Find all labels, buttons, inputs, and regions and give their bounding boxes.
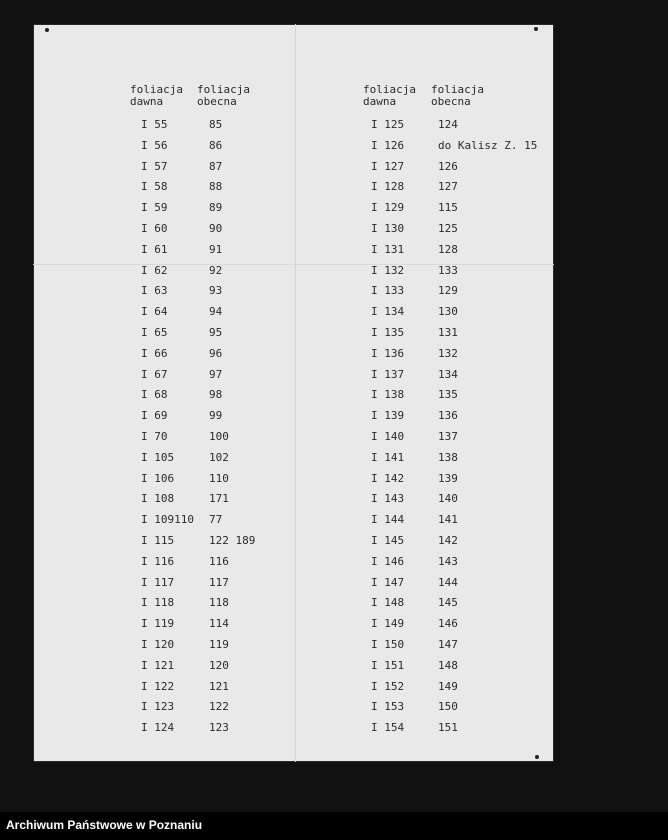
pin-hole: [535, 755, 539, 759]
new-folio: 88: [209, 180, 223, 194]
old-folio: I 129: [371, 201, 405, 215]
old-folio: I 144: [371, 513, 405, 527]
new-folio: 91: [209, 242, 223, 256]
old-folio: I 151: [371, 658, 405, 672]
new-folio: 87: [209, 159, 223, 173]
footer-bar: [0, 812, 668, 840]
new-folio: 99: [209, 409, 223, 423]
header-old-line2: dawna: [363, 95, 397, 108]
new-folio: 134: [438, 367, 458, 381]
new-folio: 126: [438, 159, 458, 173]
new-folio: 132: [438, 346, 458, 360]
new-folio: 129: [438, 284, 458, 298]
new-folio: 121: [209, 679, 229, 693]
new-folio: 120: [209, 658, 229, 672]
old-folio: I 106: [141, 471, 175, 485]
new-folio: 85: [209, 118, 223, 131]
new-folio: 140: [438, 492, 458, 506]
new-folio: 100: [209, 430, 229, 443]
new-folio: 118: [209, 596, 229, 610]
new-folio: 77: [209, 513, 223, 527]
new-folio: 148: [438, 658, 458, 672]
old-folio: I 118: [141, 596, 175, 610]
old-folio: I 108: [141, 492, 175, 506]
old-folio: I 138: [371, 388, 405, 402]
old-folio: I 68: [141, 388, 168, 402]
old-folio: I 125: [371, 118, 405, 131]
header-old-line1: foliacja: [130, 83, 183, 96]
old-folio: I 63: [141, 284, 168, 298]
new-folio: 122: [209, 700, 229, 714]
old-folio: I 143: [371, 492, 405, 506]
header-new-line2: obecna: [431, 95, 471, 108]
new-folio: 115: [438, 201, 458, 215]
new-folio: 95: [209, 326, 223, 339]
new-folio: 151: [438, 721, 458, 735]
old-folio: I 140: [371, 430, 405, 443]
new-folio: 137: [438, 430, 458, 443]
old-folio: I 126: [371, 138, 405, 152]
old-folio: I 124: [141, 721, 175, 735]
new-folio: 147: [438, 638, 458, 651]
old-folio: I 123: [141, 700, 175, 714]
new-folio: 136: [438, 409, 458, 423]
old-folio: I 69: [141, 409, 168, 423]
new-folio: 131: [438, 326, 458, 339]
header-new-line1: foliacja: [431, 83, 484, 96]
horizontal-fold: [33, 264, 554, 265]
old-folio: I 148: [371, 596, 405, 610]
old-folio: I 60: [141, 222, 168, 235]
new-folio: 110: [209, 471, 229, 485]
header-old-line2: dawna: [130, 95, 164, 108]
header-new-line1: foliacja: [197, 83, 250, 96]
new-folio: 149: [438, 679, 458, 693]
old-folio: I 55: [141, 118, 168, 131]
old-folio: I 136: [371, 346, 405, 360]
old-folio: I 134: [371, 305, 405, 319]
document-page: [33, 24, 554, 762]
new-folio: 127: [438, 180, 458, 194]
old-folio: I 133: [371, 284, 405, 298]
old-folio: I 64: [141, 305, 168, 319]
old-folio: I 132: [371, 263, 405, 277]
pin-hole: [45, 28, 49, 32]
old-folio: I 56: [141, 138, 168, 152]
new-folio: 125: [438, 222, 458, 235]
old-folio: I 121: [141, 658, 175, 672]
new-folio: 119: [209, 638, 229, 651]
new-folio: 141: [438, 513, 458, 527]
new-folio: 130: [438, 305, 458, 319]
new-folio: 92: [209, 263, 223, 277]
old-folio: I 58: [141, 180, 168, 194]
archive-name: Archiwum Państwowe w Poznaniu: [6, 818, 203, 832]
old-folio: I 66: [141, 346, 168, 360]
old-folio: I 141: [371, 450, 405, 464]
new-folio: 145: [438, 596, 458, 610]
new-folio: 122 189: [209, 534, 256, 547]
old-folio: I 128: [371, 180, 405, 194]
new-folio: 144: [438, 575, 458, 589]
new-folio: 102: [209, 450, 229, 464]
old-folio: I 139: [371, 409, 405, 423]
new-folio: 124: [438, 118, 458, 131]
new-folio: 138: [438, 450, 458, 464]
new-folio: 135: [438, 388, 458, 402]
old-folio: I 147: [371, 575, 405, 589]
new-folio: 116: [209, 554, 229, 568]
old-folio: I 116: [141, 554, 175, 568]
new-folio: 171: [209, 492, 229, 506]
old-folio: I 154: [371, 721, 405, 735]
new-folio: 142: [438, 534, 458, 547]
old-folio: I 105: [141, 450, 175, 464]
new-folio: 139: [438, 471, 458, 485]
old-folio: I 127: [371, 159, 405, 173]
old-folio: I 142: [371, 471, 405, 485]
old-folio: I 149: [371, 617, 405, 631]
new-folio: 133: [438, 263, 458, 277]
header-old-line1: foliacja: [363, 83, 416, 96]
new-folio: 123: [209, 721, 229, 735]
old-folio: I 137: [371, 367, 405, 381]
old-folio: I 130: [371, 222, 405, 235]
old-folio: I 67: [141, 367, 168, 381]
old-folio: I 131: [371, 242, 405, 256]
new-folio: 90: [209, 222, 223, 235]
new-folio: 97: [209, 367, 223, 381]
old-folio: I 122: [141, 679, 175, 693]
old-folio: I 65: [141, 326, 168, 339]
header-new-line2: obecna: [197, 95, 237, 108]
new-folio: 86: [209, 138, 223, 152]
new-folio: 117: [209, 575, 229, 589]
old-folio: I 153: [371, 700, 405, 714]
old-folio: I 62: [141, 263, 168, 277]
old-folio: I 57: [141, 159, 168, 173]
old-folio: I 135: [371, 326, 405, 339]
new-folio: 93: [209, 284, 223, 298]
new-folio: 98: [209, 388, 223, 402]
pin-hole: [534, 27, 538, 31]
old-folio: I 117: [141, 575, 175, 589]
old-folio: I 59: [141, 201, 168, 215]
old-folio: I 152: [371, 679, 405, 693]
new-folio: do Kalisz Z. 15: [438, 138, 538, 152]
old-folio: I 115: [141, 534, 175, 547]
old-folio: I 145: [371, 534, 405, 547]
old-folio: I 120: [141, 638, 175, 651]
new-folio: 150: [438, 700, 458, 714]
new-folio: 94: [209, 305, 223, 319]
old-folio: I 146: [371, 554, 405, 568]
old-folio: I 109110: [141, 513, 194, 527]
new-folio: 96: [209, 346, 223, 360]
new-folio: 128: [438, 242, 458, 256]
old-folio: I 119: [141, 617, 175, 631]
new-folio: 89: [209, 201, 223, 215]
new-folio: 143: [438, 554, 458, 568]
new-folio: 114: [209, 617, 229, 631]
old-folio: I 61: [141, 242, 168, 256]
old-folio: I 70: [141, 430, 168, 443]
vertical-fold: [295, 24, 296, 762]
old-folio: I 150: [371, 638, 405, 651]
new-folio: 146: [438, 617, 458, 631]
